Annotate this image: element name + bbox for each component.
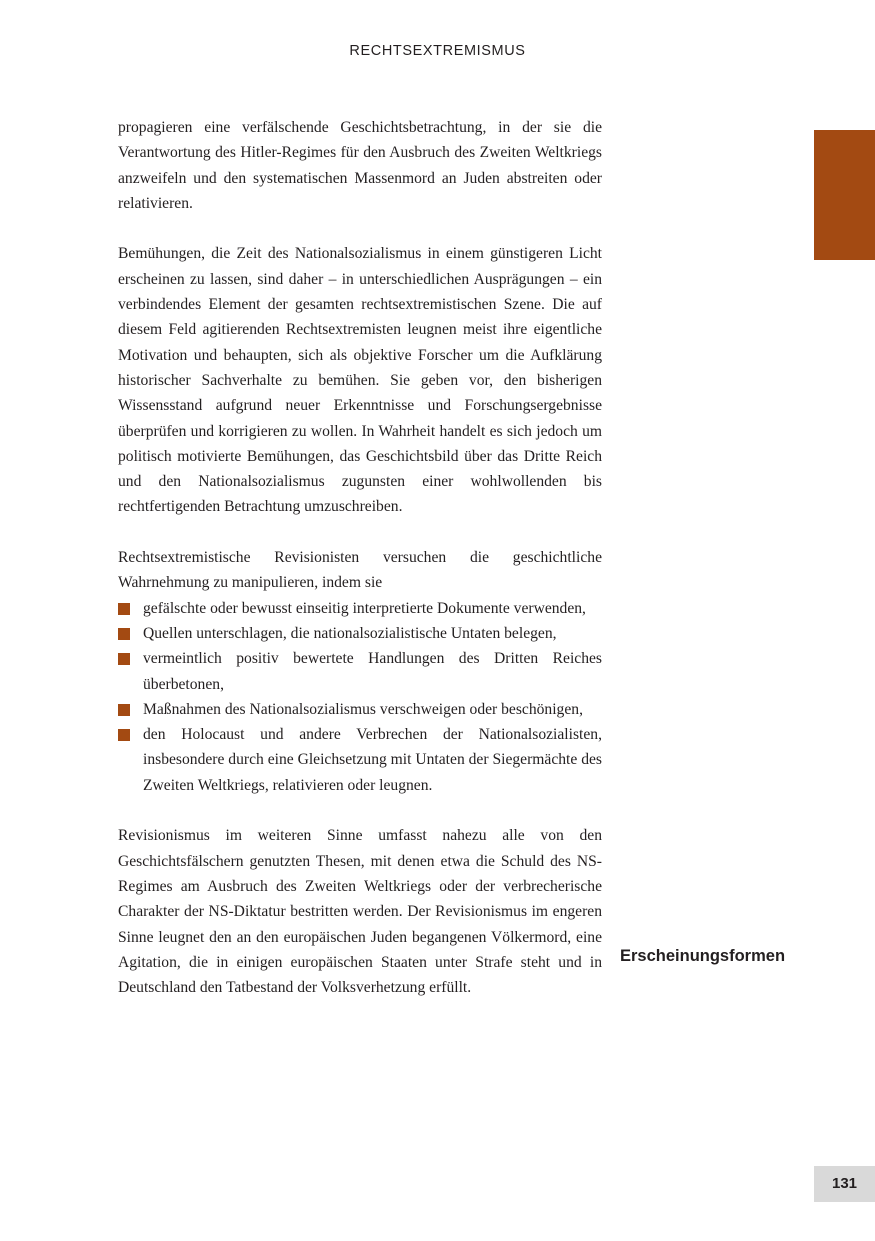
bullet-text: vermeintlich positiv bewertete Handlungen des Dritten Reiches überbetonen, <box>143 650 602 693</box>
square-bullet-icon <box>118 628 130 640</box>
main-text-column <box>118 115 602 1000</box>
body-paragraph: Rechtsextremistische Revisionisten versuchen die geschichtliche Wahrnehmung zu manipulieren, indem sie <box>118 549 602 592</box>
paragraph-spacer <box>118 216 602 241</box>
bullet-item <box>118 697 602 722</box>
bullet-item <box>118 621 602 646</box>
square-bullet-icon <box>118 653 130 665</box>
bullet-text: gefälschte oder bewusst einseitig interpretierte Dokumente verwenden, <box>143 599 586 617</box>
bullet-item <box>118 722 602 798</box>
body-paragraph: Bemühungen, die Zeit des Nationalsozialismus in einem günstigeren Licht erscheinen zu lassen, sind daher – in unterschiedlichen Ausprägungen – ein verbindendes Element der gesamten rechtsextremistischen Szene. Die auf diesem Feld agitierenden Rechtsextremisten leugnen meist ihre eigentliche Motivation und behaupten, sich als objektive Forscher um die Aufklärung historischer Sachverhalte zu bemühen. Sie geben vor, den bisherigen Wissensstand aufgrund neuer Erkenntnisse und Forschungsergebnisse überprüfen und korrigieren zu wollen. In Wahrheit handelt es sich jedoch um politisch motivierte Bemühungen, das Geschichtsbild über das Dritte Reich und den Nationalsozialismus zugunsten einer wohlwollenden bis rechtfertigenden Betrachtung umzuschreiben. <box>118 245 602 516</box>
square-bullet-icon <box>118 729 130 741</box>
chapter-tab-marker <box>814 130 875 260</box>
paragraph-spacer <box>118 798 602 823</box>
running-header: RECHTSEXTREMISMUS <box>349 43 526 59</box>
page-number: 131 <box>831 1175 858 1192</box>
bullet-item <box>118 596 602 621</box>
paragraph-spacer <box>118 520 602 545</box>
bullet-text: Maßnahmen des Nationalsozialismus verschweigen oder beschönigen, <box>143 700 583 718</box>
body-paragraph: propagieren eine verfälschende Geschichtsbetrachtung, in der sie die Verantwortung des Hitler-Regimes für den Ausbruch des Zweiten Weltkriegs anzweifeln und den systematischen Massenmord an Juden abstreiten oder relativieren. <box>118 119 602 212</box>
bullet-list <box>118 596 602 798</box>
square-bullet-icon <box>118 704 130 716</box>
bullet-text: Quellen unterschlagen, die nationalsozialistische Untaten belegen, <box>143 624 557 642</box>
body-paragraph: Revisionismus im weiteren Sinne umfasst nahezu alle von den Geschichtsfälschern genutzten Thesen, mit denen etwa die Schuld des NS-Regimes am Ausbruch des Zweiten Weltkriegs oder der verbrecherische Charakter der NS-Diktatur bestritten werden. Der Revisionismus im engeren Sinne leugnet den an den europäischen Juden begangenen Völkermord, eine Agitation, die in einigen europäischen Staaten unter Strafe steht und in Deutschland den Tatbestand der Volksverhetzung erfüllt. <box>118 827 602 997</box>
margin-heading: Erscheinungsformen <box>620 947 786 965</box>
bullet-text: den Holocaust und andere Verbrechen der Nationalsozialisten, insbesondere durch eine Gleichsetzung mit Untaten der Siegermächte des Zweiten Weltkriegs, relativieren oder leugnen. <box>143 726 602 794</box>
square-bullet-icon <box>118 603 130 615</box>
bullet-item <box>118 646 602 697</box>
